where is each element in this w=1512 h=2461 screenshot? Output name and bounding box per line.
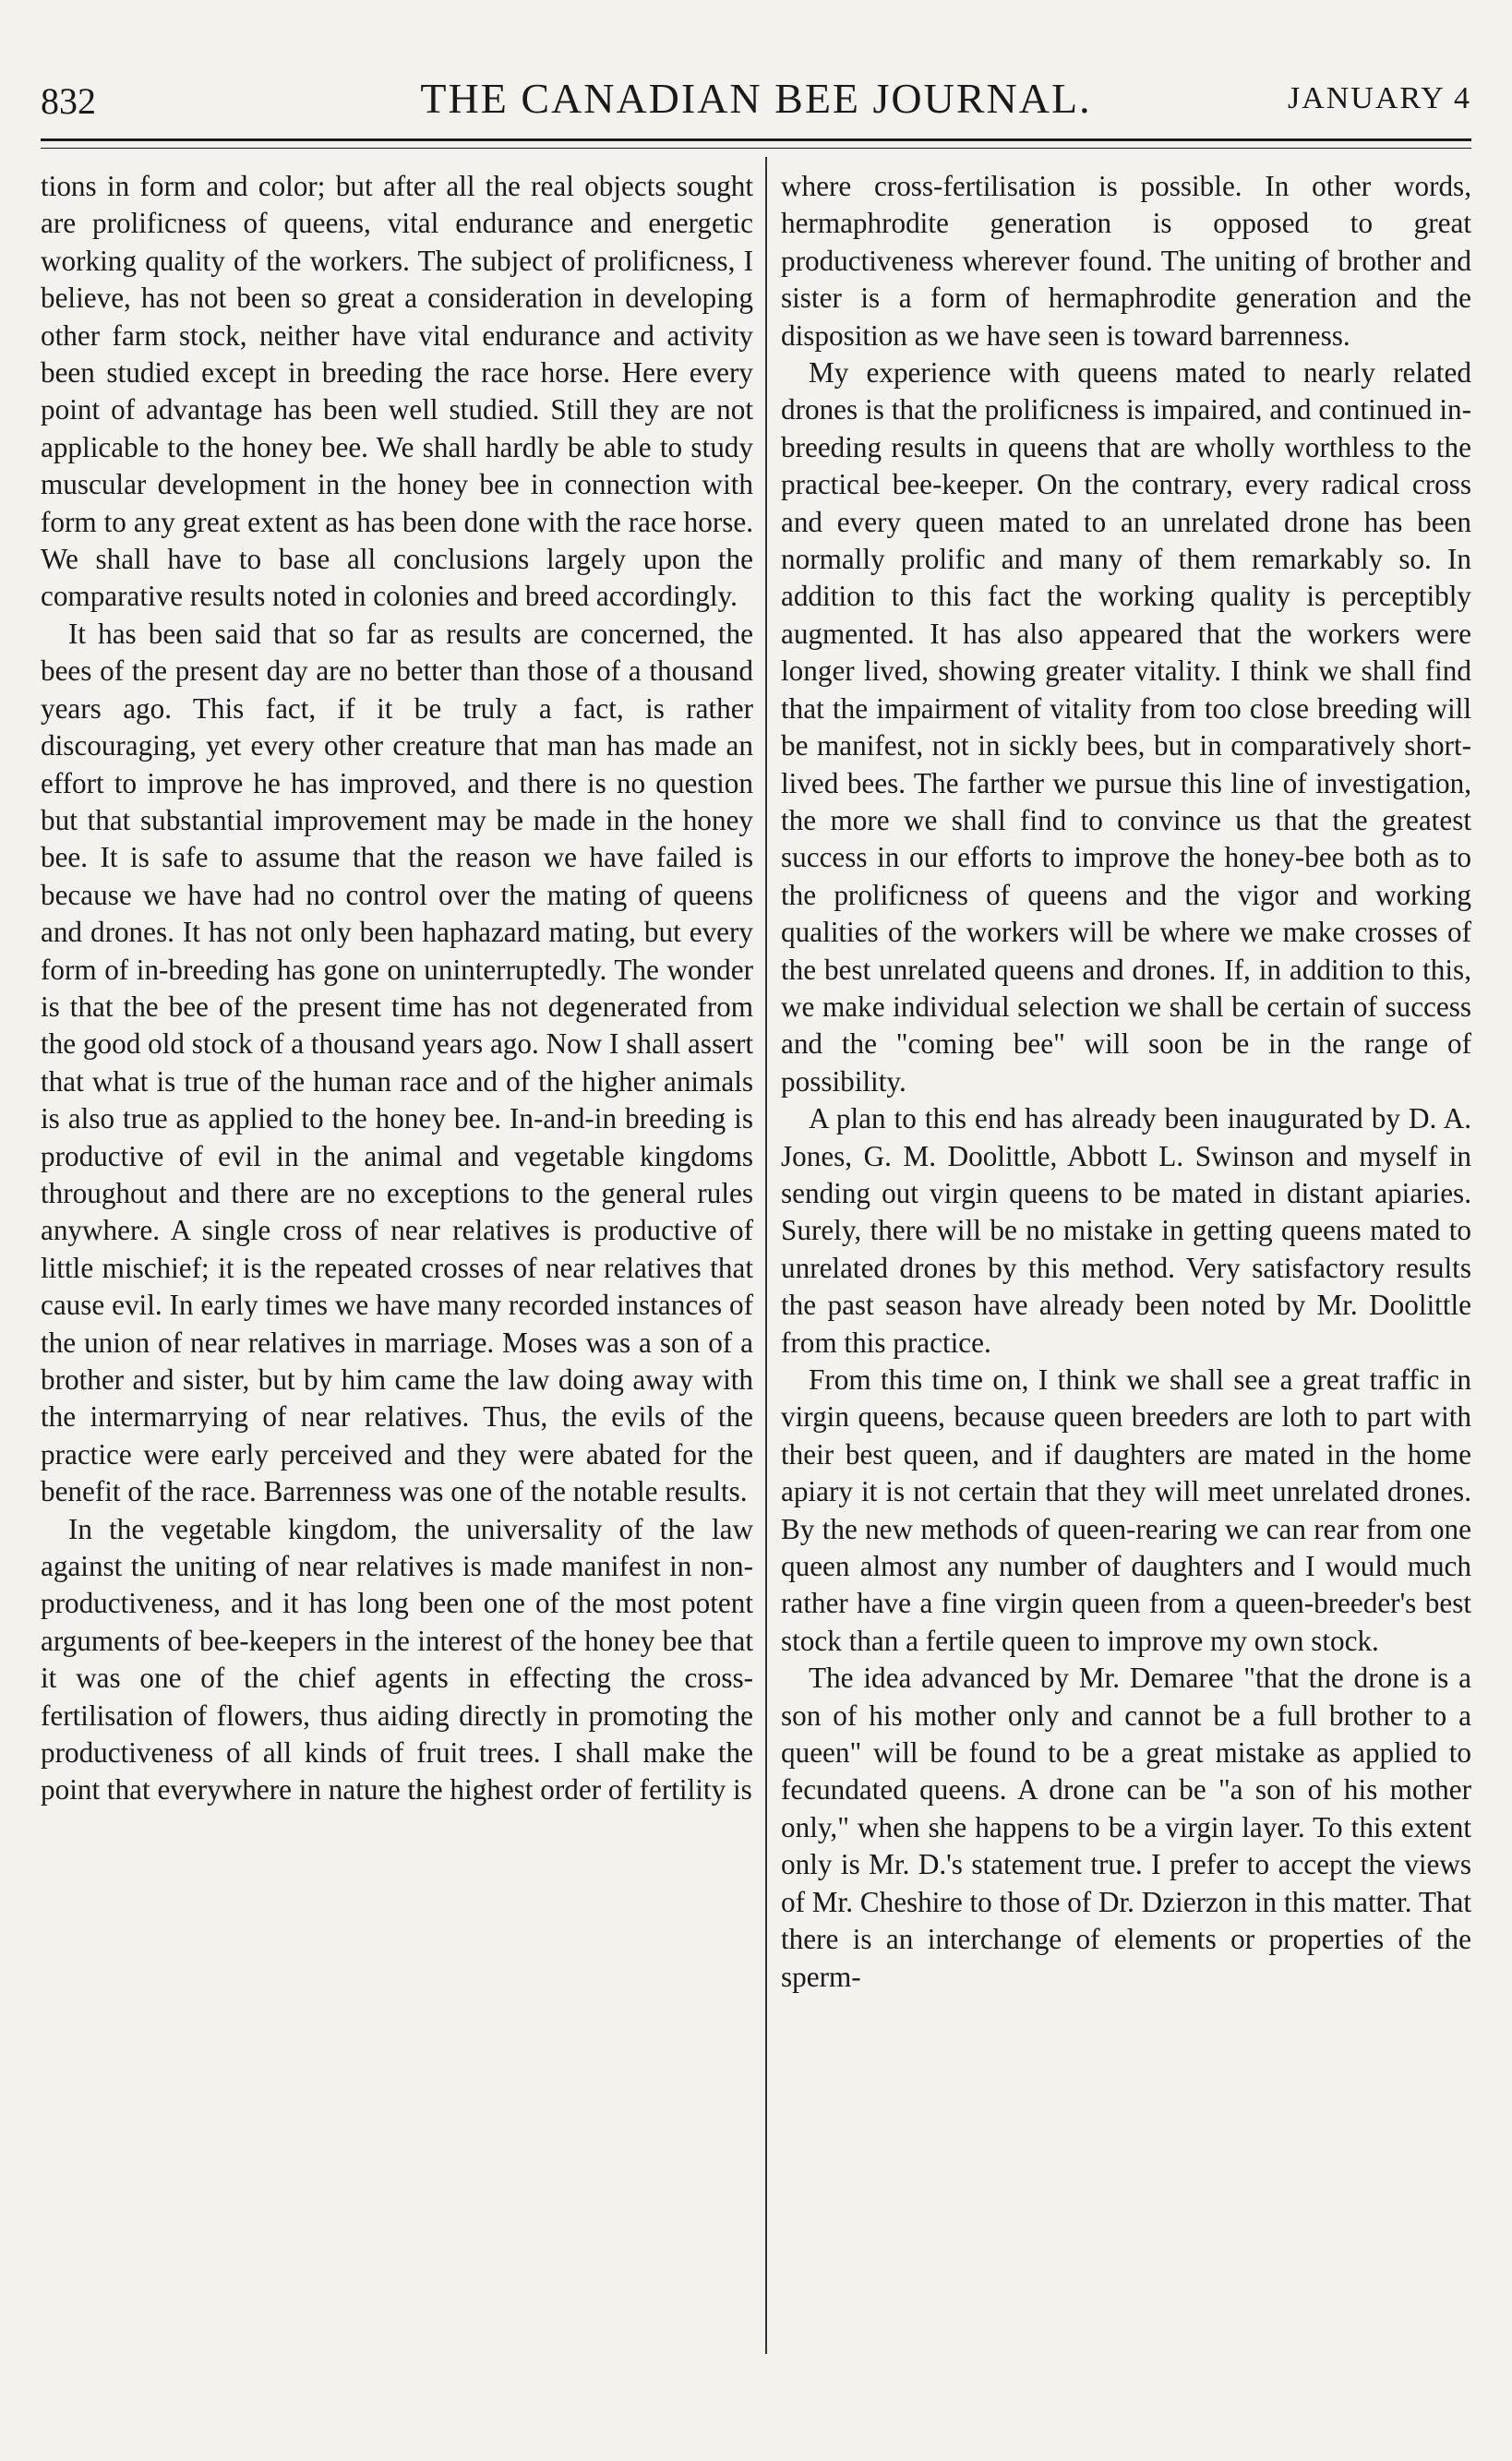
paragraph: A plan to this end has already been inaugurated by D. A. Jones, G. M. Doolittle, Abbott L. Swinson and myself in sending out virgin queens to be mated in distant apiaries. Surely, there will be no mistake in getting queens mated to unrelated drones by this method. Very satisfactory results the past season have already been noted by Mr. Doolittle from this practice. bbox=[781, 1102, 1471, 1359]
page-number: 832 bbox=[41, 80, 96, 122]
issue-date: JANUARY 4 bbox=[1287, 81, 1471, 115]
paragraph: It has been said that so far as results are concerned, the bees of the present day are no better than those of a thousand years ago. This fact, if it be truly a fact, is rather discouraging, yet every other creature that man has made an effort to improve he has improved, and there is no question but that substantial improvement may be made in the honey bee. It is safe to assume that the reason we have failed is because we have had no control over the mating of queens and drones. It has not only been haphazard mating, but every form of in-breeding has gone on uninterruptedly. The wonder is that the bee of the present time has not degenerated from the good old stock of a thousand years ago. Now I shall assert that what is true of the human race and of the higher animals is also true as applied to the honey bee. In-and-in breeding is productive of evil in the animal and vegetable kingdoms throughout and there are no exceptions to the general rules anywhere. A single cross of near relatives is productive of little mischief; it is the repeated crosses of near relatives that cause evil. In early times we have many recorded instances of the union of near relatives in marriage. Moses was a son of a brother and sister, but by him came the law doing away with the intermarrying of near relatives. Thus, the evils of the practice were early perceived and they were abated for the benefit of the race. Barrenness was one of the notable results. bbox=[41, 617, 753, 1508]
page-header bbox=[41, 72, 1471, 131]
paragraph: My experience with queens mated to nearly related drones is that the prolificness is impaired, and continued in-breeding results in queens that are wholly worthless to the practical bee-keeper. On the contrary, every radical cross and every queen mated to an unrelated drone has been normally prolific and many of them remarkably so. In addition to this fact the working quality is perceptibly augmented. It has also appeared that the workers were longer lived, showing greater vitality. I think we shall find that the impairment of vitality from too close breeding will be manifest, not in sickly bees, but in comparatively short-lived bees. The farther we pursue this line of investigation, the more we shall find to convince us that the greatest success in our efforts to improve the honey-bee both as to the prolificness of queens and the vigor and working qualities of the workers will be where we make crosses of the best unrelated queens and drones. If, in addition to this, we make individual selection we shall be certain of success and the "coming bee" will soon be in the range of possibility. bbox=[781, 356, 1471, 1098]
column-divider bbox=[765, 157, 767, 2354]
paragraph: tions in form and color; but after all the real objects sought are prolificness of queens, vital endurance and energetic working quality of the workers. The subject of prolificness, I believe, has not been so great a consideration in developing other farm stock, neither have vital endurance and activity been studied except in breeding the race horse. Here every point of advantage has been well studied. Still they are not applicable to the honey bee. We shall hardly be able to study muscular development in the honey bee in connection with form to any great extent as has been done with the race horse. We shall have to base all conclusions largely upon the comparative results noted in colonies and breed accordingly. bbox=[41, 170, 753, 613]
header-rule-thick bbox=[41, 138, 1471, 141]
paragraph: From this time on, I think we shall see a great traffic in virgin queens, because queen breeders are loth to part with their best queen, and if daughters are mated in the home apiary it is not certain that they will meet unrelated drones. By the new methods of queen-rearing we can rear from one queen almost any number of daughters and I would much rather have a fine virgin queen from a queen-breeder's best stock than a fertile queen to improve my own stock. bbox=[781, 1363, 1471, 1657]
paragraph: The idea advanced by Mr. Demaree "that the drone is a son of his mother only and cannot be a full brother to a queen" will be found to be a great mistake as applied to fecundated queens. A drone can be "a son of his mother only," when she happens to be a virgin layer. To this extent only is Mr. D.'s statement true. I prefer to accept the views of Mr. Cheshire to those of Dr. Dzierzon in this matter. That there is an interchange of elements or properties of the sperm- bbox=[781, 1662, 1471, 1993]
journal-title: THE CANADIAN BEE JOURNAL. bbox=[420, 75, 1092, 122]
right-column bbox=[781, 168, 1471, 1996]
paragraph: In the vegetable kingdom, the universality of the law against the uniting of near relatives is made manifest in non-productiveness, and it has long been one of the most potent arguments of bee-keepers in the interest of the honey bee that it was one of the chief agents in effecting the cross-fertilisation of flowers, thus aiding directly in promoting the productiveness of all kinds of fruit trees. I shall make the point that everywhere in nature the highest order of fertility is bbox=[41, 1512, 753, 1807]
paragraph: where cross-fertilisation is possible. In other words, hermaphrodite generation is opposed to great productiveness wherever found. The uniting of brother and sister is a form of hermaphrodite generation and the disposition as we have seen is toward barrenness. bbox=[781, 170, 1471, 352]
left-column bbox=[41, 168, 753, 1809]
header-rule-thin bbox=[41, 148, 1471, 149]
